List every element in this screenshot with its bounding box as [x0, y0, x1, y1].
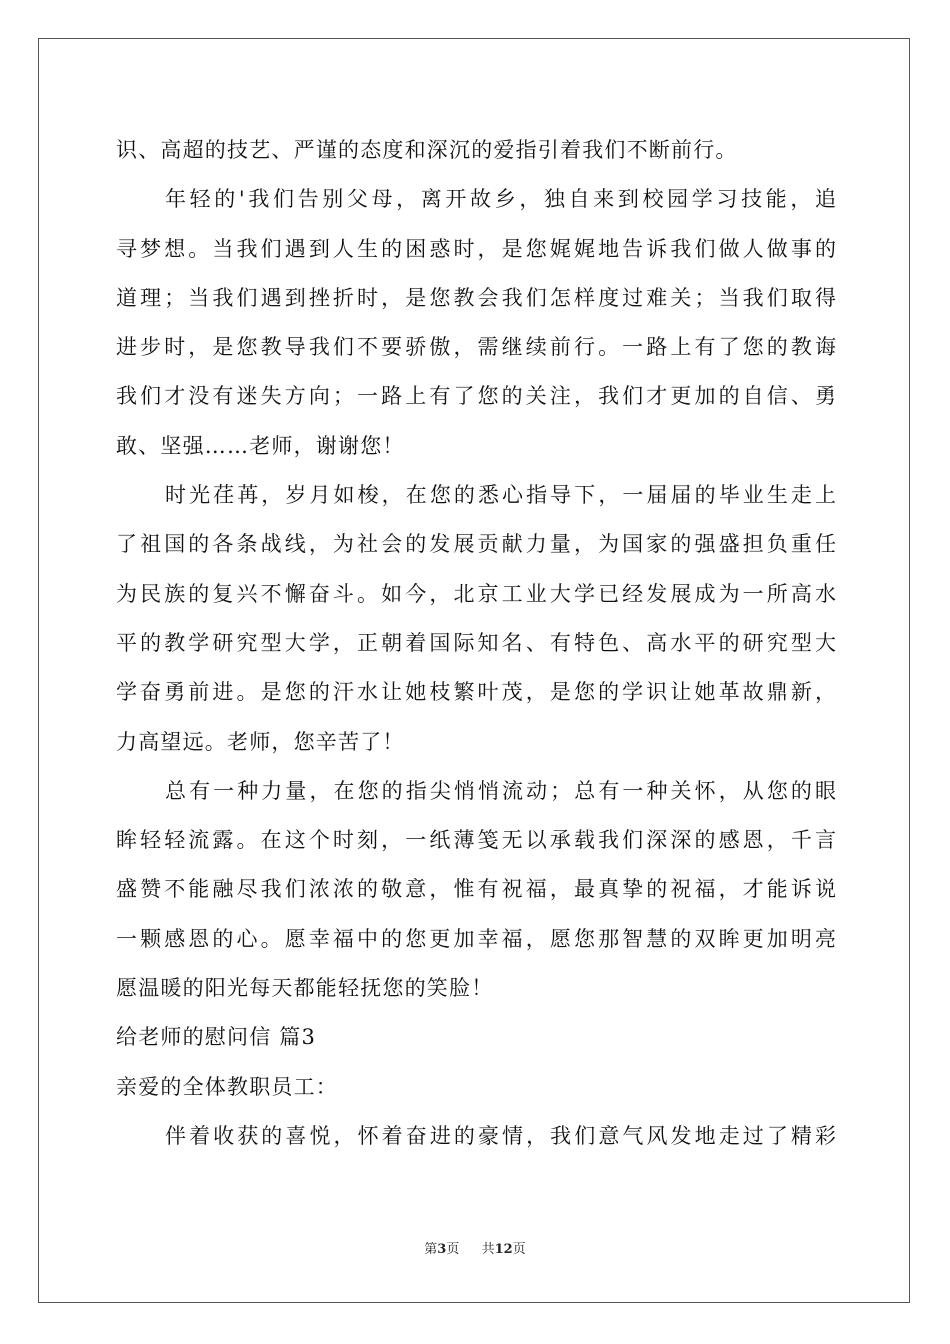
text-line: 愿温暖的阳光每天都能轻抚您的笑脸！ — [116, 976, 494, 1001]
text-line: 总有一种力量，在您的指尖悄悄流动；总有一种关怀，从您的眼 — [165, 778, 836, 803]
text-line: 敢、坚强……老师，谢谢您！ — [116, 433, 405, 458]
text-line: 为民族的复兴不懈奋斗。如今，北京工业大学已经发展成为一所高水 — [116, 581, 836, 606]
total-pages: 12 — [494, 1242, 513, 1257]
total-pages-suffix: 页 — [512, 1242, 526, 1257]
page-number-suffix: 页 — [446, 1242, 460, 1257]
document-body — [116, 126, 836, 1161]
text-line: 平的教学研究型大学，正朝着国际知名、有特色、高水平的研究型大 — [116, 630, 836, 655]
page-number-prefix: 第 — [424, 1242, 438, 1257]
text-line: 我们才没有迷失方向；一路上有了您的关注，我们才更加的自信、勇 — [116, 384, 836, 409]
text-line: 进步时，是您教导我们不要骄傲，需继续前行。一路上有了您的教诲 — [116, 335, 836, 360]
page-number: 3 — [437, 1242, 447, 1257]
page-footer — [0, 1240, 950, 1260]
total-pages-prefix: 共 — [481, 1242, 495, 1257]
text-line: 识、高超的技艺、严谨的态度和深沉的爱指引着我们不断前行。 — [116, 138, 738, 162]
text-line: 了祖国的各条战线，为社会的发展贡献力量，为国家的强盛担负重任 — [116, 532, 836, 557]
text-line: 亲爱的全体教职员工： — [116, 1074, 338, 1099]
text-line: 伴着收获的喜悦，怀着奋进的豪情，我们意气风发地走过了精彩 — [165, 1123, 836, 1148]
text-line: 力高望远。老师，您辛苦了！ — [116, 729, 405, 754]
text-line: 年轻的'我们告别父母，离开故乡，独自来到校园学习技能，追 — [165, 187, 836, 212]
text-line: 时光荏苒，岁月如梭，在您的悉心指导下，一届届的毕业生走上 — [165, 483, 836, 508]
text-line: 道理；当我们遇到挫折时，是您教会我们怎样度过难关；当我们取得 — [116, 285, 836, 310]
text-line: 寻梦想。当我们遇到人生的困惑时，是您娓娓地告诉我们做人做事的 — [116, 236, 836, 261]
text-line: 一颗感恩的心。愿幸福中的您更加幸福，愿您那智慧的双眸更加明亮 — [116, 926, 836, 951]
text-line: 盛赞不能融尽我们浓浓的敬意，惟有祝福，最真挚的祝福，才能诉说 — [116, 877, 836, 902]
text-line: 给老师的慰问信 篇3 — [116, 1025, 317, 1050]
text-line: 学奋勇前进。是您的汗水让她枝繁叶茂，是您的学识让她革故鼎新， — [116, 680, 836, 705]
text-line: 眸轻轻流露。在这个时刻，一纸薄笺无以承载我们深深的感恩，千言 — [116, 828, 836, 853]
